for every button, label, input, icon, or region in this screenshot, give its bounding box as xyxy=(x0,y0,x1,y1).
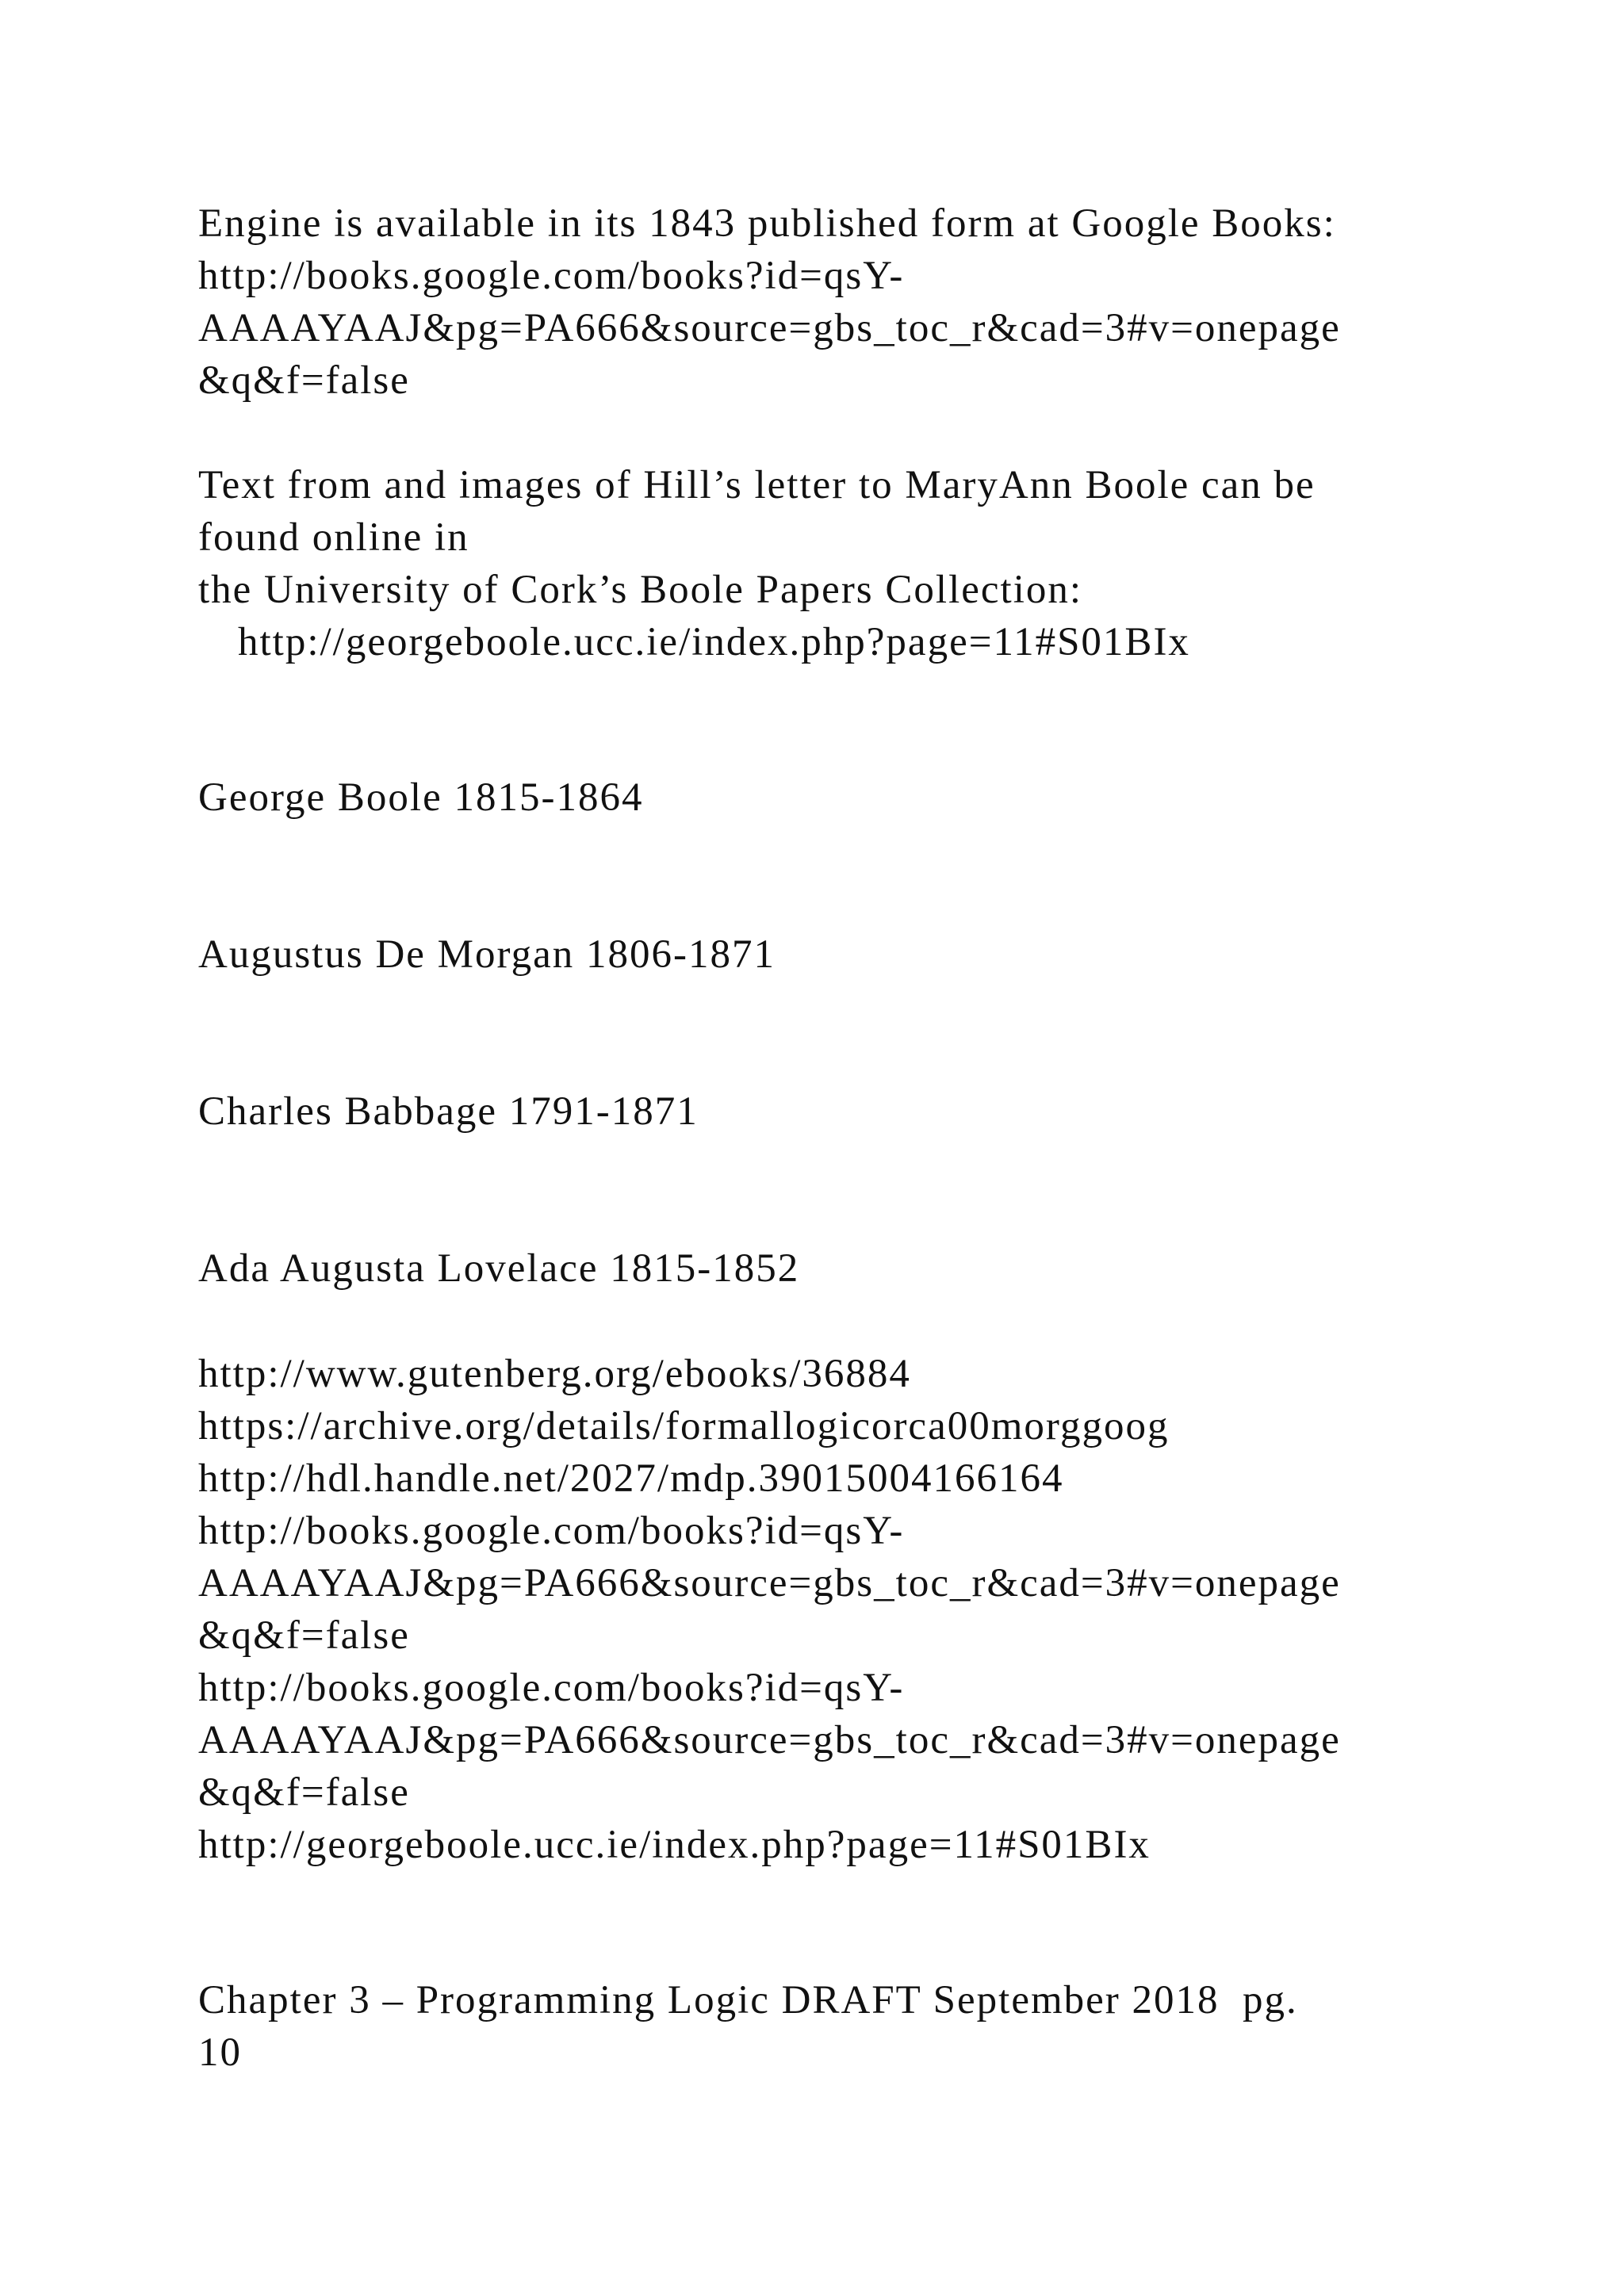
reference-link[interactable]: http://www.gutenberg.org/ebooks/36884 xyxy=(198,1352,911,1396)
reference-link[interactable]: https://archive.org/details/formallogicorca00morggoog xyxy=(198,1404,1170,1448)
intro-url-line[interactable]: AAAAYAAJ&pg=PA666&source=gbs_toc_r&cad=3#v=onepage xyxy=(198,306,1341,350)
person-charles-babbage: Charles Babbage 1791-1871 xyxy=(198,1089,699,1134)
footer-page-number: 10 xyxy=(198,2030,242,2075)
footer-chapter-line: Chapter 3 – Programming Logic DRAFT September 2018 pg. xyxy=(198,1978,1298,2022)
hill-note-line: found online in xyxy=(198,515,469,560)
hill-note-line: Text from and images of Hill’s letter to MaryAnn Boole can be xyxy=(198,463,1316,507)
reference-link[interactable]: http://books.google.com/books?id=qsY- xyxy=(198,1666,905,1710)
person-george-boole: George Boole 1815-1864 xyxy=(198,775,644,820)
reference-link[interactable]: &q&f=false xyxy=(198,1770,410,1815)
intro-url-line[interactable]: http://books.google.com/books?id=qsY- xyxy=(198,254,905,298)
intro-line: Engine is available in its 1843 published form at Google Books: xyxy=(198,201,1336,246)
hill-note-line: the University of Cork’s Boole Papers Collection: xyxy=(198,568,1083,612)
boole-papers-url[interactable]: http://georgeboole.ucc.ie/index.php?page=11#S01BIx xyxy=(238,620,1190,664)
reference-link[interactable]: http://books.google.com/books?id=qsY- xyxy=(198,1509,905,1553)
reference-link[interactable]: http://georgeboole.ucc.ie/index.php?page=11#S01BIx xyxy=(198,1823,1151,1867)
reference-link[interactable]: &q&f=false xyxy=(198,1613,410,1658)
person-augustus-de-morgan: Augustus De Morgan 1806-1871 xyxy=(198,932,776,977)
reference-link[interactable]: AAAAYAAJ&pg=PA666&source=gbs_toc_r&cad=3#v=onepage xyxy=(198,1718,1341,1762)
reference-link[interactable]: http://hdl.handle.net/2027/mdp.39015004166164 xyxy=(198,1456,1064,1501)
intro-url-line[interactable]: &q&f=false xyxy=(198,358,410,403)
person-ada-lovelace: Ada Augusta Lovelace 1815-1852 xyxy=(198,1246,800,1291)
reference-link[interactable]: AAAAYAAJ&pg=PA666&source=gbs_toc_r&cad=3#v=onepage xyxy=(198,1561,1341,1605)
